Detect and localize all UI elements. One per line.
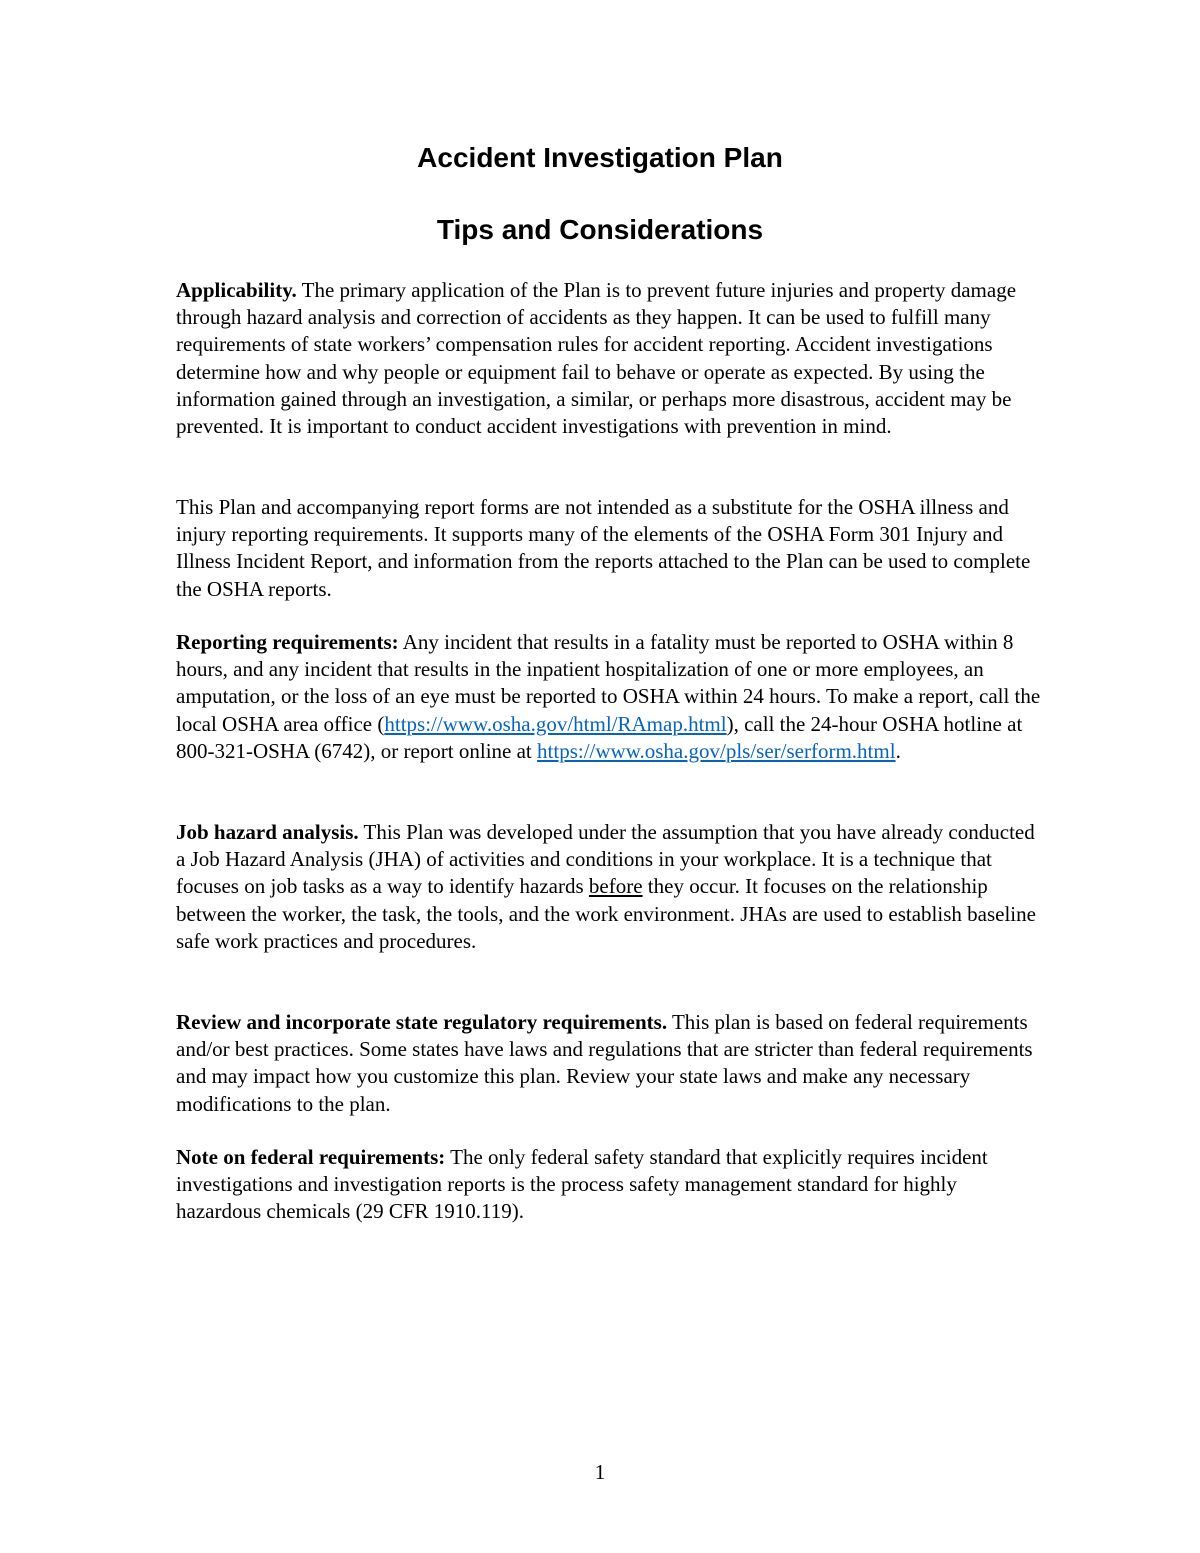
reporting-heading: Reporting requirements:: [176, 630, 399, 654]
paragraph-reporting-requirements: [176, 629, 1044, 765]
applicability-heading: Applicability.: [176, 278, 297, 302]
paragraph-osha-note: [176, 494, 1044, 603]
paragraph-federal-requirements: [176, 1144, 1044, 1226]
reporting-text-3: .: [895, 738, 901, 763]
jha-underlined-word: before: [588, 874, 643, 899]
jha-text-2: they occur. It focuses on the relationship between the worker, the task, the tools, and the work environment. JHAs are used to establish baseline safe work practices and procedures.: [176, 874, 1036, 953]
state-text: This plan is based on federal requirements and/or best practices. Some states have laws and regulations that are stricter than federal requirements and may impact how you customize this plan. Review your state laws and make any necessary modifications to the plan.: [176, 1010, 1033, 1116]
page-number: 1: [594, 1460, 606, 1484]
jha-text-1: This Plan was developed under the assumption that you have already conducted a Job Hazard Analysis (JHA) of activities and conditions in your workplace. It is a technique that focuses on job tasks as a way to identify hazards: [176, 820, 1035, 899]
reporting-text-2: ), call the 24-hour OSHA hotline at 800-321-OSHA (6742), or report online at: [176, 711, 1023, 763]
osha-online-report-link[interactable]: https://www.osha.gov/pls/ser/serform.html: [537, 738, 896, 763]
state-heading: Review and incorporate state regulatory requirements.: [176, 1010, 668, 1034]
applicability-text: The primary application of the Plan is to prevent future injuries and property damage through hazard analysis and correction of accidents as they happen. It can be used to fulfill many requirements of state workers’ compensation rules for accident reporting. Accident investigations determine how and why people or equipment fail to behave or operate as expected. By using the information gained through an investigation, a similar, or perhaps more disastrous, accident may be prevented. It is important to conduct accident investigations with prevention in mind.: [176, 278, 1017, 439]
osha-note-text: This Plan and accompanying report forms are not intended as a substitute for the OSHA illness and injury reporting requirements. It supports many of the elements of the OSHA Form 301 Injury and Illness Incident Report, and information from the reports attached to the Plan can be used to complete the OSHA reports.: [176, 495, 1031, 601]
jha-heading: Job hazard analysis.: [176, 820, 359, 844]
paragraph-state-requirements: [176, 1009, 1044, 1118]
federal-heading: Note on federal requirements:: [176, 1145, 446, 1169]
federal-text: The only federal safety standard that explicitly requires incident investigations and investigation reports is the process safety management standard for highly hazardous chemicals (29 CFR 1910.119).: [176, 1145, 988, 1224]
document-title: Accident Investigation Plan: [417, 142, 783, 173]
osha-area-office-link[interactable]: https://www.osha.gov/html/RAmap.html: [384, 711, 727, 736]
document-subtitle: Tips and Considerations: [436, 214, 764, 245]
paragraph-applicability: [176, 277, 1044, 440]
reporting-text-1: Any incident that results in a fatality must be reported to OSHA within 8 hours, and any incident that results in the inpatient hospitalization of one or more employees, an amputation, or the loss of an eye must be reported to OSHA within 24 hours. To make a report, call the local OSHA area office (: [176, 630, 1041, 736]
paragraph-job-hazard-analysis: [176, 819, 1044, 955]
